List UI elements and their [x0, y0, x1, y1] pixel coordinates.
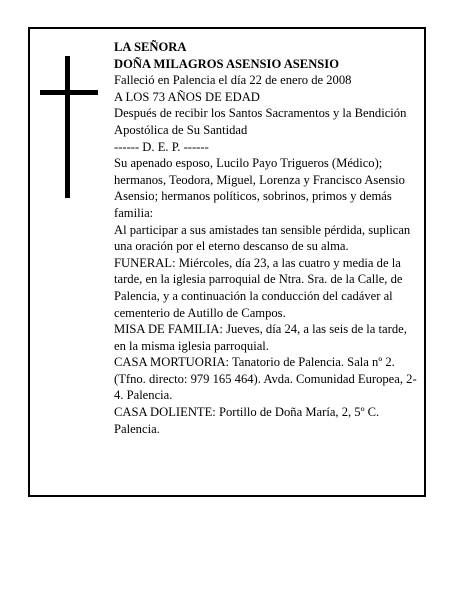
notice-text	[114, 39, 419, 437]
funeral-details: FUNERAL: Miércoles, día 23, a las cuatro y media de la tarde, en la iglesia parroquial de Ntra. Sra. de la Calle, de Palencia, y a continuación la conducción del cadáver al cementerio de Autillo de Campos.	[114, 255, 403, 320]
mortuary-details: CASA MORTUORIA: Tanatorio de Palencia. Sala nº 2. (Tfno. directo: 979 165 464). Avda. Comunidad Europea, 2-4. Palencia.	[114, 355, 417, 403]
family-mass-details: MISA DE FAMILIA: Jueves, día 24, a las seis de la tarde, en la misma iglesia parroquial.	[114, 322, 407, 353]
obituary-notice	[28, 27, 426, 497]
honorific: LA SEÑORA	[114, 40, 187, 54]
age-at-death: A LOS 73 AÑOS DE EDAD	[114, 89, 260, 104]
mourning-house-details: CASA DOLIENTE: Portillo de Doña María, 2, 5º C. Palencia.	[114, 405, 380, 436]
deceased-name: DOÑA MILAGROS ASENSIO ASENSIO	[114, 56, 340, 71]
rip-line: ------ D. E. P. ------	[114, 139, 209, 154]
death-date: Falleció en Palencia el día 22 de enero de 2008	[114, 73, 352, 88]
cross-icon	[40, 56, 98, 198]
cross-horizontal-bar	[40, 90, 98, 95]
sacraments-line: Después de recibir los Santos Sacramentos y la Bendición Apostólica de Su Santidad	[114, 106, 407, 137]
prayer-request: Al participar a sus amistades tan sensible pérdida, suplican una oración por el eterno descanso de su alma.	[114, 222, 411, 254]
family-list: Su apenado esposo, Lucilo Payo Trigueros (Médico); hermanos, Teodora, Miguel, Lorenza y Francisco Asensio Asensio; hermanos políticos, sobrinos, primos y demás familia:	[114, 156, 405, 220]
cross-vertical-bar	[65, 56, 70, 198]
